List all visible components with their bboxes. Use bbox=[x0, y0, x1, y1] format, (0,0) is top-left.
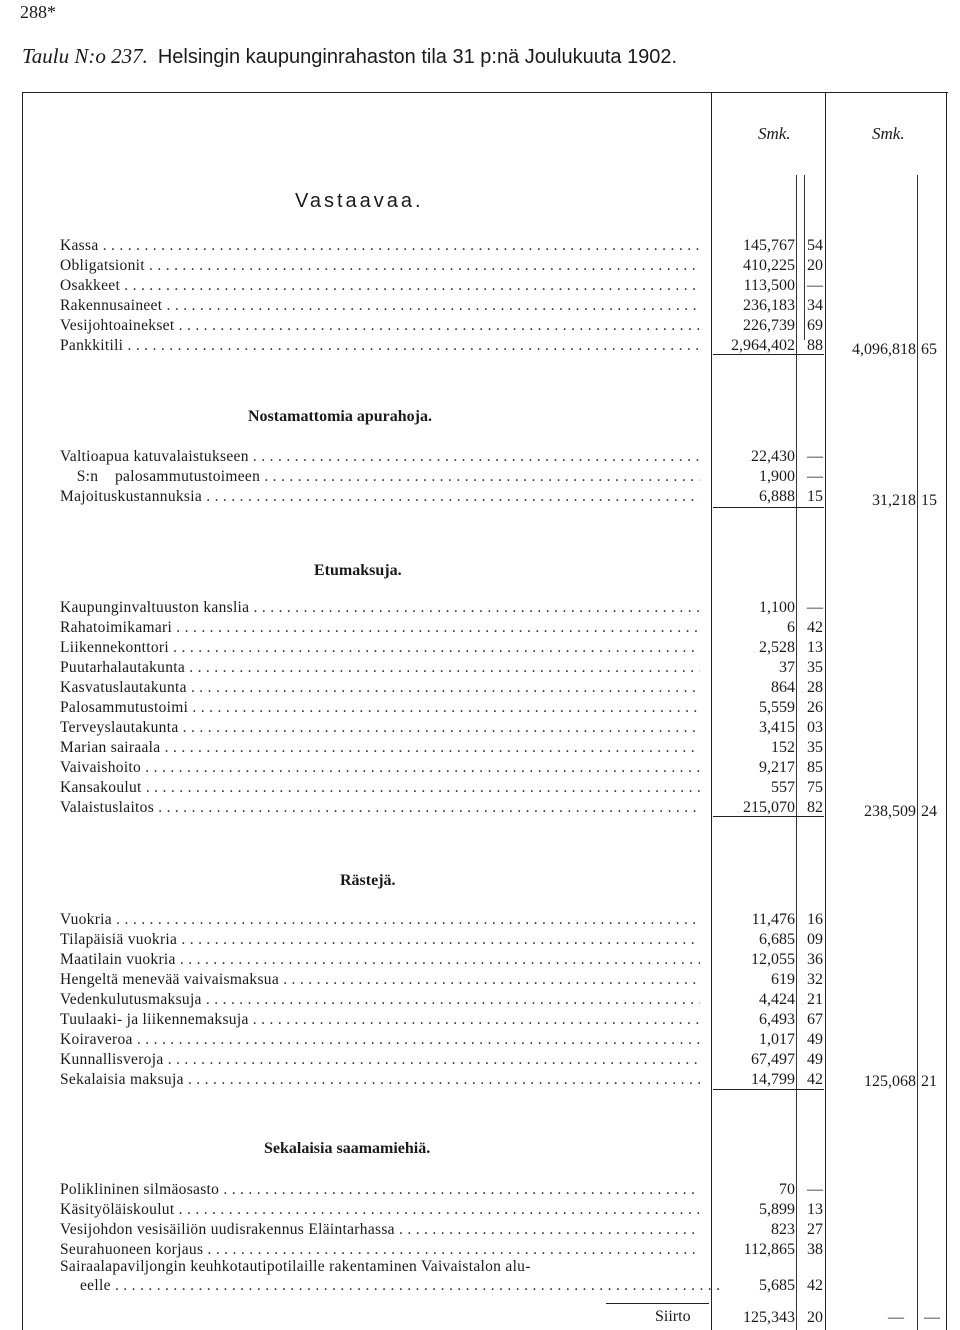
row-label: Liikennekonttori . . . bbox=[60, 638, 700, 657]
row-markka: 22,430 bbox=[751, 448, 795, 465]
row-markka: 619 bbox=[771, 971, 795, 988]
subtotal-rule bbox=[713, 507, 824, 508]
row-markka: 864 bbox=[771, 679, 795, 696]
table-number: Taulu N:o 237. bbox=[22, 44, 148, 68]
row-label: Vedenkulutusmaksuja . . . bbox=[60, 990, 700, 1009]
section-title: Vastaavaa. bbox=[295, 190, 424, 212]
row-markka: 4,424 bbox=[759, 991, 795, 1008]
row-label: Hengeltä menevää vaivaismaksua . . . bbox=[60, 970, 700, 989]
row-markka: 70 bbox=[779, 1181, 795, 1198]
row-markka: 112,865 bbox=[743, 1241, 795, 1258]
row-penni: 69 bbox=[807, 317, 823, 334]
row-label: Puutarhalautakunta . . . bbox=[60, 658, 700, 677]
row-label: Tuulaaki- ja liikennemaksuja . . . bbox=[60, 1010, 700, 1029]
row-penni: 16 bbox=[807, 911, 823, 928]
row-markka: 823 bbox=[771, 1221, 795, 1238]
row-penni: 75 bbox=[807, 779, 823, 796]
group-heading: Sekalaisia saamamiehiä. bbox=[264, 1140, 431, 1157]
subtotal-rule bbox=[713, 354, 824, 355]
row-penni: 42 bbox=[807, 1071, 823, 1088]
row-markka: 1,900 bbox=[759, 468, 795, 485]
table-title-text: Helsingin kaupunginrahaston tila 31 p:nä Joulukuuta 1902. bbox=[157, 46, 678, 68]
row-markka: 2,964,402 bbox=[731, 337, 795, 354]
row-markka: 557 bbox=[771, 779, 795, 796]
row-penni: 20 bbox=[807, 257, 823, 274]
group-total-penni: 24 bbox=[921, 803, 937, 820]
row-label: Marian sairaala . . . bbox=[60, 738, 700, 757]
row-penni: — bbox=[807, 448, 823, 465]
table-title bbox=[22, 44, 677, 69]
row-penni: 35 bbox=[807, 739, 823, 756]
row-penni: 35 bbox=[807, 659, 823, 676]
row-penni: — bbox=[807, 1181, 823, 1198]
row-label: Kunnallisveroja . . . bbox=[60, 1050, 700, 1069]
row-penni: 38 bbox=[807, 1241, 823, 1258]
row-markka: 14,799 bbox=[751, 1071, 795, 1088]
right-border bbox=[946, 92, 947, 1330]
row-markka: 2,528 bbox=[759, 639, 795, 656]
row-penni: — bbox=[807, 599, 823, 616]
row-label: Osakkeet . . . bbox=[60, 276, 700, 295]
row-penni: 88 bbox=[807, 337, 823, 354]
row-markka: 152 bbox=[771, 739, 795, 756]
bottom-rule bbox=[606, 1303, 709, 1304]
row-penni: 21 bbox=[807, 991, 823, 1008]
carry-col2-markka: — bbox=[888, 1309, 904, 1326]
row-penni: — bbox=[807, 468, 823, 485]
row-penni: 85 bbox=[807, 759, 823, 776]
row-label: Pankkitili . . . bbox=[60, 336, 700, 355]
row-penni: 42 bbox=[807, 619, 823, 636]
row-penni: 82 bbox=[807, 799, 823, 816]
row-label: Rakennusaineet . . . bbox=[60, 296, 700, 315]
row-label: Kansakoulut . . . bbox=[60, 778, 700, 797]
carry-label: Siirto bbox=[655, 1308, 691, 1325]
carry-penni: 20 bbox=[807, 1309, 823, 1326]
page-number: 288* bbox=[20, 2, 56, 22]
row-label: Vaivaishoito . . . bbox=[60, 758, 700, 777]
multiline-row-line1: Sairaalapaviljongin keuhkotautipotilaille rakentaminen Vaivaistalon alu- bbox=[60, 1258, 531, 1275]
row-penni: 36 bbox=[807, 951, 823, 968]
row-markka: 410,225 bbox=[743, 257, 795, 274]
row-penni: 49 bbox=[807, 1051, 823, 1068]
row-markka: 215,070 bbox=[743, 799, 795, 816]
col1-pennies-divider bbox=[796, 175, 797, 1330]
row-penni: 54 bbox=[807, 237, 823, 254]
row-markka: 3,415 bbox=[759, 719, 795, 736]
row-markka: 6,888 bbox=[759, 488, 795, 505]
row-markka: 1,017 bbox=[759, 1031, 795, 1048]
row-markka: 12,055 bbox=[751, 951, 795, 968]
row-markka: 5,559 bbox=[759, 699, 795, 716]
row-penni: 67 bbox=[807, 1011, 823, 1028]
row-markka: 145,767 bbox=[743, 237, 795, 254]
row-label: Tilapäisiä vuokria . . . bbox=[60, 930, 700, 949]
carry-col2-penni: — bbox=[924, 1309, 940, 1326]
group-total-markka: 4,096,818 bbox=[852, 341, 916, 358]
row-penni: — bbox=[807, 277, 823, 294]
group-total-penni: 65 bbox=[921, 341, 937, 358]
row-penni: 27 bbox=[807, 1221, 823, 1238]
row-penni: 13 bbox=[807, 639, 823, 656]
row-penni: 09 bbox=[807, 931, 823, 948]
row-label: Vuokria . . . bbox=[60, 910, 700, 929]
row-label: Vesijohdon vesisäiliön uudisrakennus Eläintarhassa . . . bbox=[60, 1220, 700, 1239]
left-border bbox=[22, 92, 23, 1330]
row-penni: 34 bbox=[807, 297, 823, 314]
row-label: Koiraveroa . . . bbox=[60, 1030, 700, 1049]
row-markka: 6,685 bbox=[759, 931, 795, 948]
row-markka: 1,100 bbox=[759, 599, 795, 616]
row-markka: 37 bbox=[779, 659, 795, 676]
row-penni: 28 bbox=[807, 679, 823, 696]
row-markka: 5,899 bbox=[759, 1201, 795, 1218]
row-penni: 15 bbox=[807, 488, 823, 505]
row-markka: 6,493 bbox=[759, 1011, 795, 1028]
row-label: Terveyslautakunta . . . bbox=[60, 718, 700, 737]
row-markka: 6 bbox=[787, 619, 795, 636]
group-heading: Nostamattomia apurahoja. bbox=[248, 408, 432, 425]
row-label: Majoituskustannuksia . . . bbox=[60, 487, 700, 506]
row-markka: 236,183 bbox=[743, 297, 795, 314]
row-label: Seurahuoneen korjaus . . . bbox=[60, 1240, 700, 1259]
row-label: Valaistuslaitos . . . bbox=[60, 798, 700, 817]
group-total-markka: 125,068 bbox=[864, 1073, 916, 1090]
row-penni: 03 bbox=[807, 719, 823, 736]
group-total-markka: 31,218 bbox=[872, 492, 916, 509]
row-markka: 67,497 bbox=[751, 1051, 795, 1068]
row-penni: 13 bbox=[807, 1201, 823, 1218]
subtotal-rule bbox=[713, 816, 824, 817]
row-markka: 11,476 bbox=[751, 911, 795, 928]
row-label: Käsityöläiskoulut . . . bbox=[60, 1200, 700, 1219]
row-label: Palosammutustoimi . . . bbox=[60, 698, 700, 717]
row-label: Valtioapua katuvalaistukseen . . . bbox=[60, 447, 700, 466]
group-total-markka: 238,509 bbox=[864, 803, 916, 820]
row-label: Obligatsionit . . . bbox=[60, 256, 700, 275]
row-penni: 32 bbox=[807, 971, 823, 988]
row-label: Maatilain vuokria . . . bbox=[60, 950, 700, 969]
row-label: Poliklininen silmäosasto . . . bbox=[60, 1180, 700, 1199]
col2-pennies-divider bbox=[917, 175, 918, 1330]
row-markka: 113,500 bbox=[743, 277, 795, 294]
group-heading: Etumaksuja. bbox=[314, 562, 402, 579]
row-penni: 26 bbox=[807, 699, 823, 716]
row-penni: 49 bbox=[807, 1031, 823, 1048]
col2-header: Smk. bbox=[872, 124, 905, 143]
row-markka: 9,217 bbox=[759, 759, 795, 776]
col1-header: Smk. bbox=[758, 124, 791, 143]
row-label: S:n palosammutustoimeen . . . bbox=[60, 467, 700, 486]
row-label: Kasvatuslautakunta . . . bbox=[60, 678, 700, 697]
group-total-penni: 21 bbox=[921, 1073, 937, 1090]
table-top-rule bbox=[22, 92, 948, 93]
group-heading: Rästejä. bbox=[340, 872, 396, 889]
carry-markka: 125,343 bbox=[743, 1309, 795, 1326]
row-penni: 42 bbox=[807, 1277, 823, 1294]
row-label: Kaupunginvaltuuston kanslia . . . bbox=[60, 598, 700, 617]
row-label: Rahatoimikamari . . . bbox=[60, 618, 700, 637]
row-label: Sekalaisia maksuja . . . bbox=[60, 1070, 700, 1089]
row-markka: 226,739 bbox=[743, 317, 795, 334]
row-label: Kassa . . . bbox=[60, 236, 700, 255]
multiline-row-line2: eelle . . . bbox=[80, 1276, 720, 1295]
row-markka: 5,685 bbox=[759, 1277, 795, 1294]
subtotal-rule bbox=[713, 1089, 824, 1090]
row-label: Vesijohtoainekset . . . bbox=[60, 316, 700, 335]
group-total-penni: 15 bbox=[921, 492, 937, 509]
col2-divider-short bbox=[804, 175, 805, 340]
